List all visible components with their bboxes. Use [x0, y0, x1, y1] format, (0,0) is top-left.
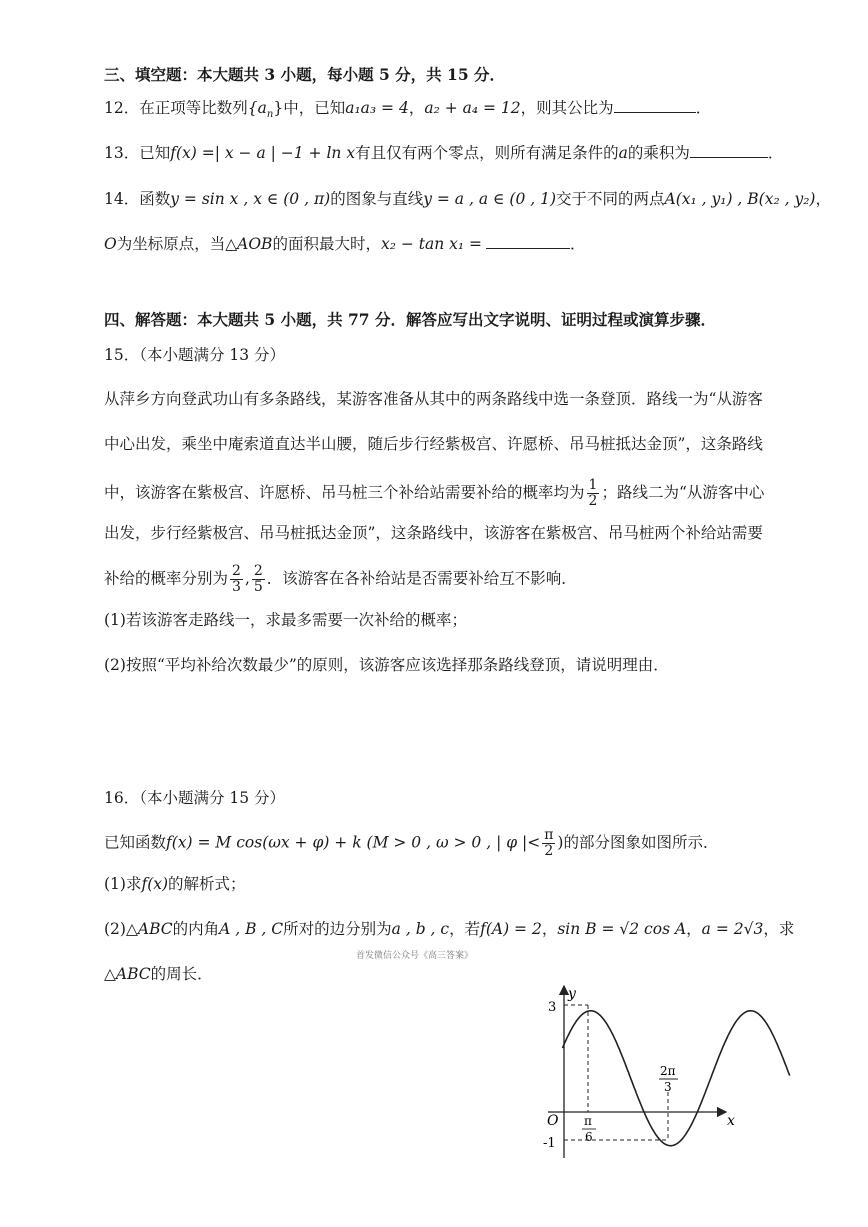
fraction-pi-over-2: $\frac{\pi}{2}$ — [544, 827, 554, 859]
fraction-two-fifths: $\frac{2}{5}$ — [253, 563, 263, 595]
y-label: y — [568, 986, 576, 1002]
xtick-2pi3-den: 3 — [664, 1080, 672, 1094]
fraction-one-half: $\frac{1}{2}$ — [588, 477, 598, 509]
q15-para-line1: 从萍乡方向登武功山有多条路线，某游客准备从其中的两条路线中选一条登顶．路线一为“从游客 — [104, 390, 763, 408]
answer-blank-12[interactable] — [614, 98, 696, 113]
xtick-pi6-num: π — [584, 1114, 592, 1128]
q15-para-line3: 中，该游客在紫极宫、许愿桥、吊马桩三个补给站需要补给的概率均为 $\frac{1}{2}$ ；路线二为“从游客中心 — [104, 477, 765, 509]
watermark: 首发微信公众号《高三答案》 — [356, 951, 474, 961]
cosine-curve — [563, 1011, 790, 1146]
x-label: x — [727, 1113, 735, 1129]
q16-line1: 已知函数f(x) = M cos(ωx + φ) + k (M > 0 , ω > 0 , | φ |< $\frac{\pi}{2}$ )的部分图象如图所示． — [104, 827, 719, 859]
answer-blank-13[interactable] — [690, 143, 768, 158]
q15-para-line2: 中心出发，乘坐中庵索道直达半山腰，随后步行经紫极宫、许愿桥、吊马桩抵达金顶”，这条路线 — [104, 435, 763, 453]
xtick-pi6-den: 6 — [585, 1130, 593, 1144]
xtick-2pi3-num: 2π — [660, 1064, 676, 1078]
fraction-two-thirds: $\frac{2}{3}$ — [232, 563, 241, 595]
q16-sub2: (2)△ABC的内角A , B , C所对的边分别为a , b , c，若f(A) = 2，sin B = √2 cos A，a = 2√3，求 — [104, 920, 795, 938]
question-14-line1: 14．函数y = sin x , x ∈ (0 , π)的图象与直线y = a , a ∈ (0 , 1)交于不同的两点A(x₁ , y₁) , B(x₂ , y₂)， — [104, 190, 831, 208]
section4-header: 四、解答题：本大题共 5 小题，共 77 分．解答应写出文字说明、证明过程或演算步骤． — [104, 310, 716, 329]
q16-title: 16．（本小题满分 15 分） — [104, 789, 286, 807]
question-13: 13．已知f(x) =| x − a | −1 + ln x有且仅有两个零点，则所有满足条件的a的乘积为 ． — [104, 144, 784, 162]
ytick-3: 3 — [548, 1000, 557, 1015]
q15-title: 15．（本小题满分 13 分） — [104, 346, 286, 364]
q15-para-line4: 出发，步行经紫极宫、吊马桩抵达金顶”，这条路线中，该游客在紫极宫、吊马桩两个补给站需要 — [104, 524, 763, 542]
q16-sub1: (1)求f(x)的解析式； — [104, 875, 246, 893]
ytick-minus1: -1 — [543, 1136, 556, 1151]
q15-sub2: (2)按照“平均补给次数最少”的原则，该游客应该选择那条路线登顶，请说明理由． — [104, 656, 669, 674]
question-14-line2: O为坐标原点，当△AOB的面积最大时，x₂ − tan x₁ = ． — [104, 235, 586, 253]
question-12: 12．在正项等比数列$\{a_n\}$中，已知a₁a₃ = 4，a₂ + a₄ = 12，则其公比为 ． — [104, 99, 712, 121]
origin-label: O — [547, 1113, 559, 1129]
q16-sub2-cont: △ABC的周长． — [104, 965, 213, 983]
q15-para-line5: 补给的概率分别为 $\frac{2}{3}$ , $\frac{2}{5}$ ．该游客在各补给站是否需要补给互不影响． — [104, 563, 577, 595]
q15-sub1: (1)若该游客走路线一，求最多需要一次补给的概率； — [104, 611, 467, 629]
section3-header: 三、填空题：本大题共 3 小题，每小题 5 分，共 15 分． — [104, 65, 506, 84]
answer-blank-14[interactable] — [486, 234, 570, 249]
